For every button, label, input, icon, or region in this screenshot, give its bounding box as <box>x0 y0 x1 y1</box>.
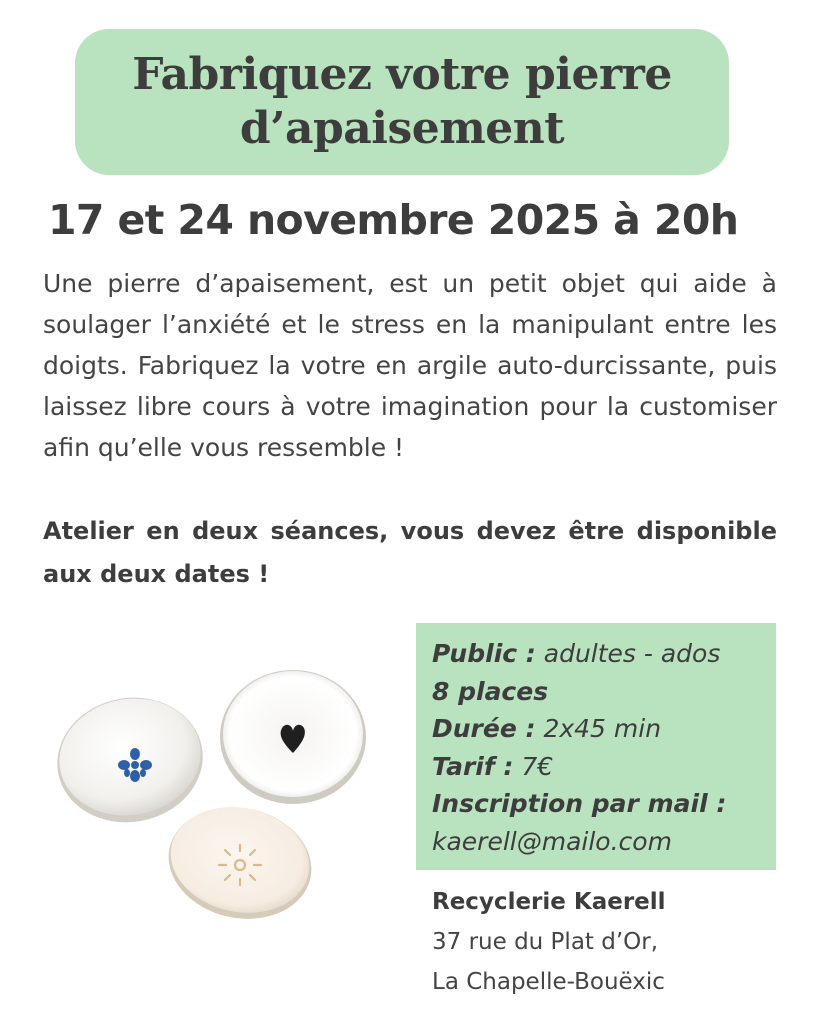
registration-label: Inscription par mail : <box>432 789 727 818</box>
title-banner <box>75 29 729 175</box>
stone-sun <box>158 794 322 920</box>
info-box <box>416 623 776 870</box>
event-dates: 17 et 24 novembre 2025 à 20h <box>48 196 739 244</box>
soothing-stones-photo <box>50 665 380 920</box>
audience-value: adultes - ados <box>543 639 721 668</box>
venue-street: 37 rue du Plat d’Or, <box>432 929 659 955</box>
description-paragraph: Une pierre d’apaisement, est un petit objet qui aide à soulager l’anxiété et le stress en la manipulant entre les doigts. Fabriquez la votre en argile auto-durcissante, puis laissez libre cours à votre imagination pour la customiser afin qu’elle vous ressemble ! <box>43 269 777 462</box>
page-title-line-1: Fabriquez votre pierre <box>132 49 672 100</box>
audience-label: Public : <box>432 639 536 668</box>
venue-name: Recyclerie Kaerell <box>432 889 666 915</box>
stone-heart <box>220 670 366 804</box>
duration-label: Durée : <box>432 714 536 743</box>
venue-address <box>432 882 666 1002</box>
price-value: 7€ <box>521 751 554 781</box>
venue-city: La Chapelle-Bouëxic <box>432 969 665 995</box>
places-count: 8 places <box>432 676 549 706</box>
audience-line <box>432 635 776 673</box>
duration-line <box>432 710 776 748</box>
registration-line <box>432 785 776 823</box>
duration-value: 2x45 min <box>543 714 662 743</box>
price-label: Tarif : <box>432 751 514 781</box>
places-line <box>432 673 776 711</box>
attendance-note: Atelier en deux séances, vous devez être disponible aux deux dates ! <box>43 517 777 588</box>
price-line <box>432 748 776 786</box>
page-title-line-2: d’apaisement <box>239 103 565 154</box>
stone-flower <box>50 686 213 833</box>
email-address[interactable]: kaerell@mailo.com <box>432 826 672 856</box>
